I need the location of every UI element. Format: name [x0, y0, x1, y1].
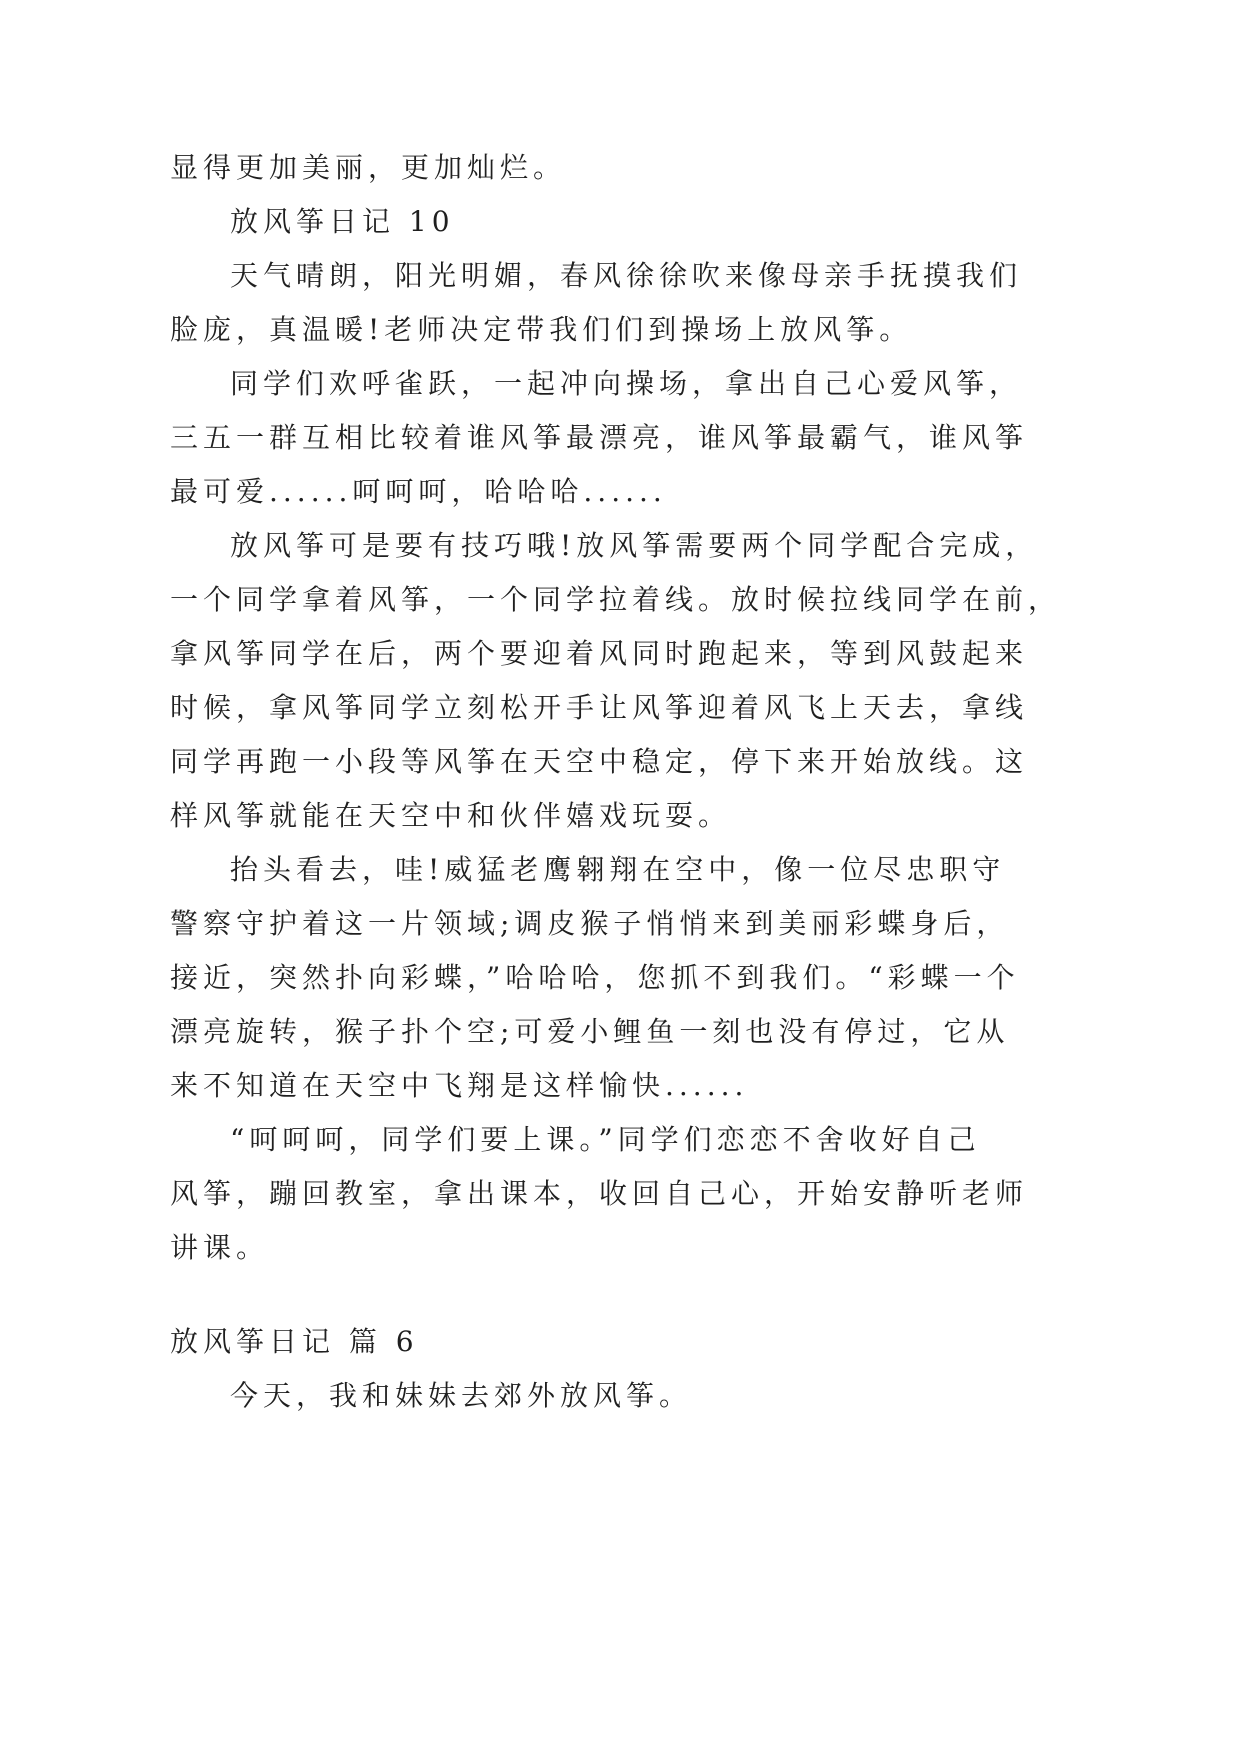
- text-line: 风筝，蹦回教室，拿出课本，收回自己心，开始安静听老师: [170, 1177, 1029, 1210]
- text-line: 今天，我和妹妹去郊外放风筝。: [230, 1379, 693, 1412]
- text-line: 样风筝就能在天空中和伙伴嬉戏玩耍。: [170, 799, 732, 832]
- text-line: 显得更加美丽，更加灿烂。: [170, 151, 567, 184]
- text-line: 放风筝可是要有技巧哦!放风筝需要两个同学配合完成，: [230, 529, 1039, 562]
- text-line: “呵呵呵，同学们要上课。”同学们恋恋不舍收好自己: [230, 1123, 981, 1156]
- text-line: 接近，突然扑向彩蝶，”哈哈哈，您抓不到我们。“彩蝶一个: [170, 961, 1020, 994]
- text-line: 警察守护着这一片领域;调皮猴子悄悄来到美丽彩蝶身后，: [170, 907, 1010, 940]
- text-line: 讲课。: [170, 1231, 270, 1264]
- text-line: 最可爱......呵呵呵，哈哈哈......: [170, 475, 667, 508]
- text-line: 脸庞，真温暖!老师决定带我们们到操场上放风筝。: [170, 313, 913, 346]
- text-line: 三五一群互相比较着谁风筝最漂亮，谁风筝最霸气，谁风筝: [170, 421, 1029, 454]
- section-heading: 放风筝日记 篇 6: [170, 1325, 419, 1358]
- section-heading: 放风筝日记 10: [230, 205, 455, 238]
- text-line: 漂亮旋转，猴子扑个空;可爱小鲤鱼一刻也没有停过，它从: [170, 1015, 1010, 1048]
- text-line: 抬头看去，哇!威猛老鹰翱翔在空中，像一位尽忠职守: [230, 853, 1006, 886]
- text-line: 时候，拿风筝同学立刻松开手让风筝迎着风飞上天去，拿线: [170, 691, 1029, 724]
- text-line: 同学再跑一小段等风筝在天空中稳定，停下来开始放线。这: [170, 745, 1029, 778]
- text-line: 天气晴朗，阳光明媚，春风徐徐吹来像母亲手抚摸我们: [230, 259, 1023, 292]
- text-line: 同学们欢呼雀跃，一起冲向操场，拿出自己心爱风筝，: [230, 367, 1023, 400]
- text-line: 来不知道在天空中飞翔是这样愉快......: [170, 1069, 749, 1102]
- text-line: 拿风筝同学在后，两个要迎着风同时跑起来，等到风鼓起来: [170, 637, 1029, 670]
- text-line: 一个同学拿着风筝，一个同学拉着线。放时候拉线同学在前，: [170, 583, 1062, 616]
